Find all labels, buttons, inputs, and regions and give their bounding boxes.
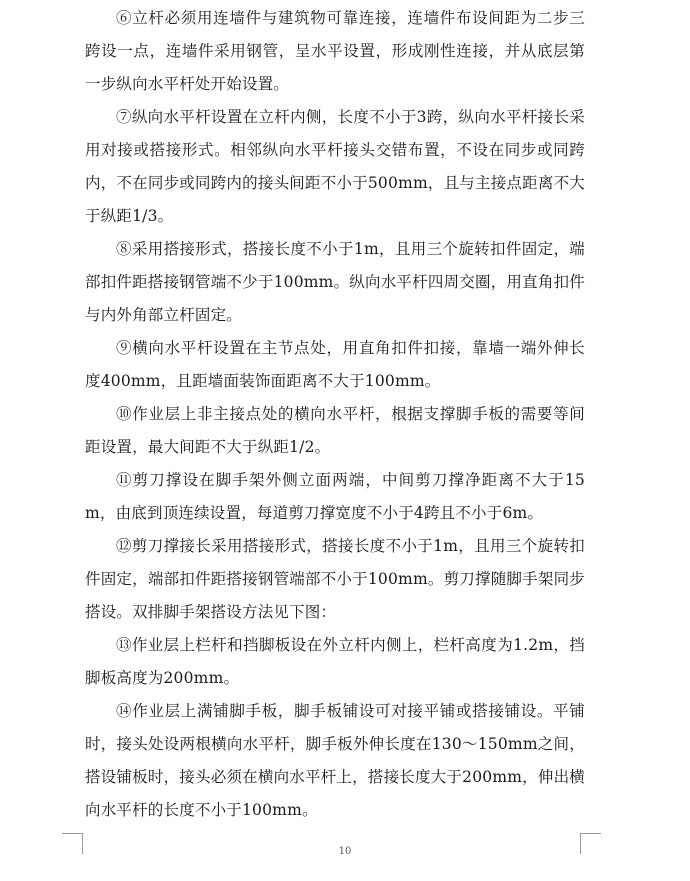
paragraph-item-7: ⑦纵向水平杆设置在立杆内侧，长度不小于3跨，纵向水平杆接长采用对接或搭接形式。相邻纵向水平杆接头交错布置，不设在同步或同跨内，不在同步或同跨内的接头间距不小于500mm，且与主接点距离不大于纵距1/3。 bbox=[85, 108, 585, 225]
paragraph-item-13: ⑬作业层上栏杆和挡脚板设在外立杆内侧上，栏杆高度为1.2m，挡脚板高度为200mm。 bbox=[85, 636, 585, 687]
paragraph-item-12: ⑫剪刀撑接长采用搭接形式，搭接长度不小于1m，且用三个旋转扣件固定，端部扣件距搭接钢管端部不小于100mm。剪刀撑随脚手架同步搭设。双排脚手架搭设方法见下图： bbox=[85, 537, 585, 621]
page-number: 10 bbox=[338, 846, 352, 857]
paragraph-item-14: ⑭作业层上满铺脚手板，脚手板铺设可对接平铺或搭接铺设。平铺时，接头处设两根横向水平杆，脚手板外伸长度在130～150mm之间，搭设铺板时，接头必须在横向水平杆上，搭接长度大于200mm，伸出横向水平杆的长度不小于100mm。 bbox=[85, 702, 585, 819]
paragraph-item-11: ⑪剪刀撑设在脚手架外侧立面两端，中间剪刀撑净距离不大于15m，由底到顶连续设置，每道剪刀撑宽度不小于4跨且不小于6m。 bbox=[85, 471, 585, 522]
paragraph-item-6: ⑥立杆必须用连墙件与建筑物可靠连接，连墙件布设间距为二步三跨设一点，连墙件采用钢管，呈水平设置，形成刚性连接，并从底层第一步纵向水平杆处开始设置。 bbox=[85, 9, 585, 93]
document-body bbox=[85, 2, 585, 827]
paragraph-item-10: ⑩作业层上非主接点处的横向水平杆，根据支撑脚手板的需要等间距设置，最大间距不大于纵距1/2。 bbox=[85, 405, 585, 456]
paragraph-item-8: ⑧采用搭接形式，搭接长度不小于1m，且用三个旋转扣件固定，端部扣件距搭接钢管端不少于100mm。纵向水平杆四周交圈，用直角扣件与内外角部立杆固定。 bbox=[85, 240, 585, 324]
paragraph-item-9: ⑨横向水平杆设置在主节点处，用直角扣件扣接，靠墙一端外伸长度400mm，且距墙面装饰面距离不大于100mm。 bbox=[85, 339, 585, 390]
